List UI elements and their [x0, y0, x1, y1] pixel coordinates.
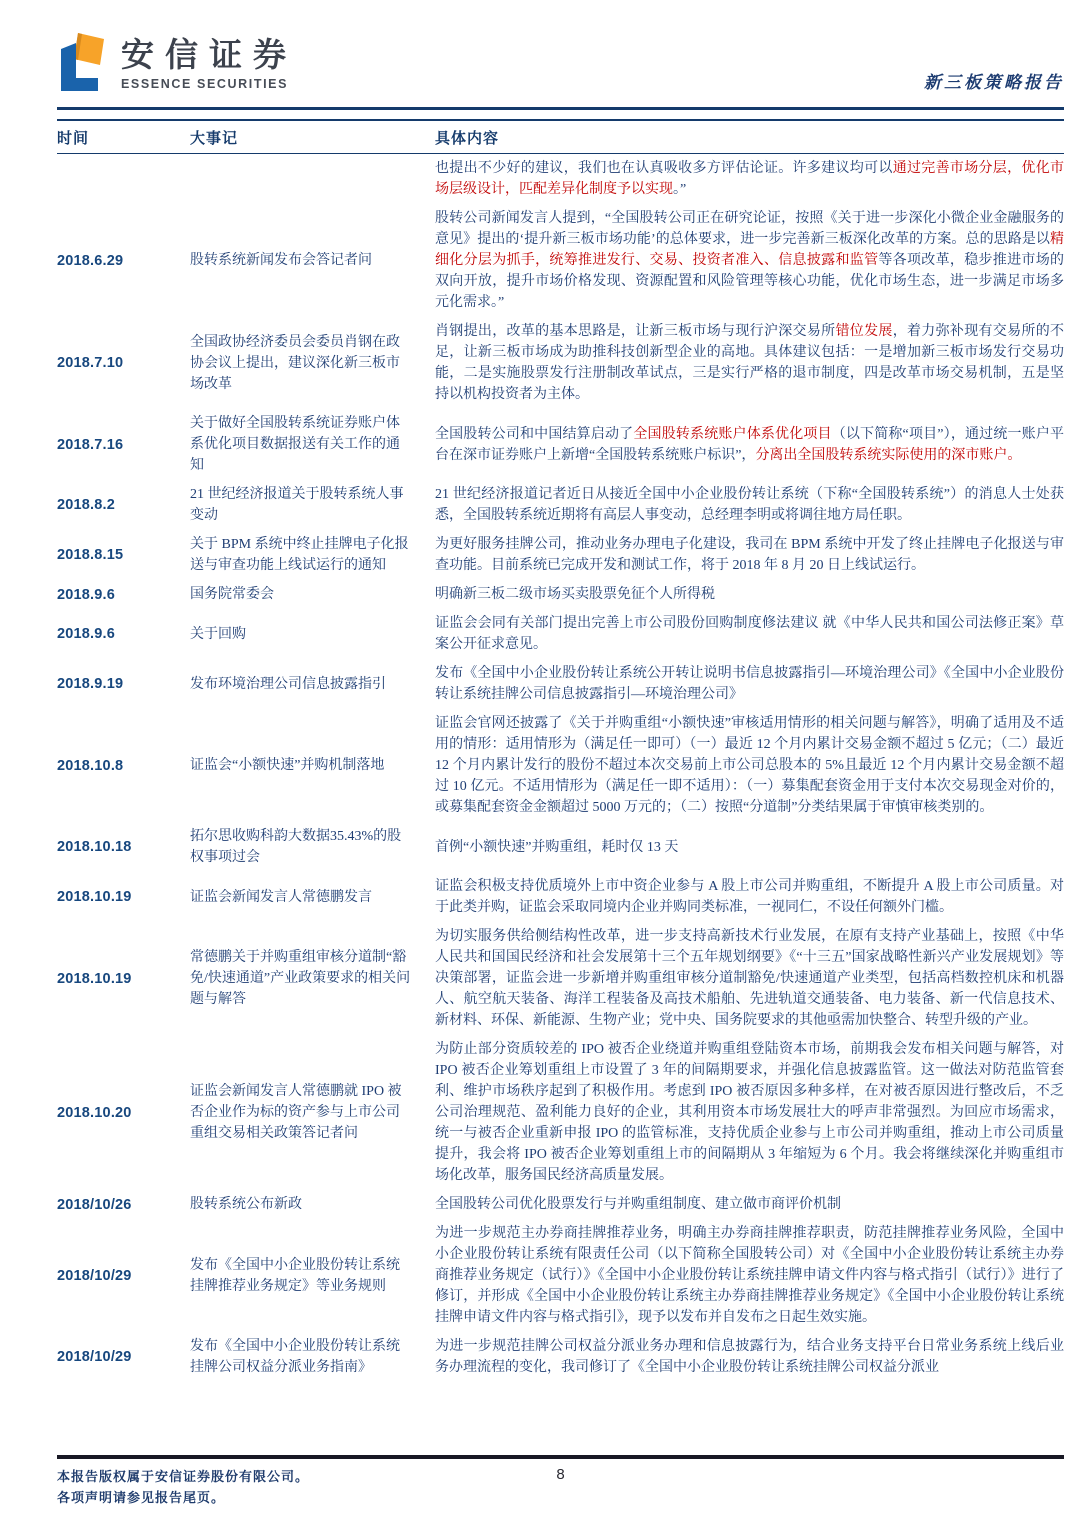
- row-event: 全国政协经济委员会委员肖钢在政协会议上提出，建议深化新三板市场改革: [190, 334, 400, 392]
- row-event: 关于回购: [190, 626, 246, 642]
- row-content: [435, 1190, 1064, 1219]
- row-content: [435, 1035, 1064, 1190]
- brand-name-cn: 安信证券: [121, 36, 297, 73]
- timeline-table-wrap: [57, 119, 1064, 1382]
- table-row: [57, 530, 1064, 580]
- row-date: 2018.9.6: [57, 626, 116, 642]
- row-event: 证监会新闻发言人常德鹏就 IPO 被否企业作为标的资产参与上市公司重组交易相关政策答记者问: [190, 1084, 402, 1141]
- content-text: 证监会官网还披露了《关于并购重组“小额快速”审核适用情形的相关问题与解答》，明确了适用及不适用的情形：适用情形为（满足任一即可）（一）最近 12 个月内累计交易金额不超过 5 亿元；（二）最近 12 个月内累计发行的股份不超过本次交易前上市公司总股本的 5%且最近 12 个月内累计交易金额不超过 10 亿元。不适用情形为（满足任一即不适用）：（一）募集配套资金用于支付本次交易现金对价的，或募集配套资金金额超过 5000 万元的；（二）按照“分道制”分类结果属于审慎审核类别的。: [435, 716, 1064, 815]
- row-event: 常德鹏关于并购重组审核分道制“豁免/快速通道”产业政策要求的相关问题与解答: [190, 950, 411, 1007]
- row-content: [435, 709, 1064, 822]
- table-row: [57, 822, 1064, 872]
- table-row: [57, 709, 1064, 822]
- timeline-table-head: [57, 120, 1064, 154]
- brand-name-en: ESSENCE SECURITIES: [121, 77, 289, 91]
- row-event: 关于做好全国股转系统证券账户体系优化项目数据报送有关工作的通知: [190, 416, 400, 473]
- table-row: [57, 609, 1064, 659]
- copyright-line-2: 各项声明请参见报告尾页。: [57, 1490, 226, 1505]
- column-header-details: 具体内容: [435, 120, 1064, 154]
- row-event: 股转系统新闻发布会答记者问: [190, 253, 372, 268]
- table-row: [57, 659, 1064, 709]
- content-text: 首例“小额快速”并购重组，耗时仅 13 天: [435, 839, 679, 855]
- table-row: [57, 580, 1064, 609]
- content-text: （以下简称“项目”），通过统一账户平台在深市证券账户上新增“全国股转系统账户标识”，: [435, 426, 1064, 463]
- content-text: ，着力弥补现有交易所的不足，让新三板市场成为助推科技创新型企业的高地。具体建议包括：一是增加新三板市场发行交易功能，二是实施股票发行注册制改革试点，三是实行严格的退市制度，四是改革市场交易机制，五是坚持以机构投资者为主体。: [435, 324, 1064, 402]
- brand-text: [121, 30, 297, 91]
- row-content: [435, 822, 1064, 872]
- row-date: 2018.10.8: [57, 757, 124, 774]
- content-text: 明确新三板二级市场买卖股票免征个人所得税: [435, 587, 715, 602]
- highlight-text: 分离出全国股转系统实际使用的深市账户。: [755, 447, 1022, 463]
- highlight-text: 错位发展: [835, 324, 893, 339]
- row-date: 2018.8.2: [57, 497, 116, 513]
- row-date: 2018/10/26: [57, 1196, 132, 1213]
- row-content: [435, 154, 1064, 205]
- content-text: 全国股转公司和中国结算启动了: [435, 426, 634, 442]
- row-content: [435, 659, 1064, 709]
- row-date: [57, 154, 190, 205]
- row-event: 发布环境治理公司信息披露指引: [190, 676, 386, 692]
- content-text: 证监会积极支持优质境外上市中资企业参与 A 股上市公司并购重组，不断提升 A 股上市公司质量。对于此类并购，证监会采取同境内企业并购同类标准，一视同仁，不设任何额外门槛。: [435, 879, 1064, 915]
- row-event: 股转系统公布新政: [190, 1197, 302, 1212]
- timeline-body: [57, 154, 1064, 1383]
- content-text: 21 世纪经济报道记者近日从接近全国中小企业股份转让系统（下称“全国股转系统”）的消息人士处获悉，全国股转系统近期将有高层人事变动，总经理李明或将调往地方局任职。: [435, 487, 1064, 523]
- row-event: [190, 154, 435, 205]
- row-event: 21 世纪经济报道关于股转系统人事变动: [190, 487, 404, 523]
- row-date: 2018.10.19: [57, 970, 132, 987]
- table-row: [57, 1332, 1064, 1382]
- content-text: 证监会会同有关部门提出完善上市公司股份回购制度修法建议 就《中华人民共和国公司法修正案》草案公开征求意见。: [435, 616, 1064, 652]
- highlight-text: 通过完善市场分层，优化市场层级设计，匹配差异化制度予以实现: [435, 161, 1064, 197]
- page-number: 8: [556, 1466, 565, 1483]
- row-event: 发布《全国中小企业股份转让系统挂牌公司权益分派业务指南》: [190, 1339, 400, 1375]
- content-text: 全国股转公司优化股票发行与并购重组制度、建立做市商评价机制: [435, 1197, 841, 1212]
- row-content: [435, 317, 1064, 409]
- row-content: [435, 1219, 1064, 1332]
- copyright-line-1: 本报告版权属于安信证券股份有限公司。: [57, 1469, 310, 1484]
- row-content: [435, 1332, 1064, 1382]
- table-row: [57, 1035, 1064, 1190]
- row-date: 2018.10.18: [57, 839, 132, 855]
- table-row: [57, 480, 1064, 530]
- column-header-time: 时间: [57, 120, 190, 154]
- row-content: [435, 609, 1064, 659]
- row-content: [435, 872, 1064, 922]
- table-row: [57, 317, 1064, 409]
- row-content: [435, 580, 1064, 609]
- row-event: 证监会“小额快速”并购机制落地: [190, 758, 385, 773]
- row-date: 2018.7.10: [57, 355, 124, 371]
- row-content: [435, 922, 1064, 1035]
- essence-securities-logo-icon: [57, 30, 107, 97]
- content-text: 股转公司新闻发言人提到，“全国股转公司正在研究论证，按照《关于进一步深化小微企业金融服务的意见》提出的‘提升新三板市场功能’的总体要求，进一步完善新三板深化改革的方案。总的思路是以: [435, 211, 1064, 247]
- page-header: [57, 30, 1064, 97]
- highlight-text: 全国股转系统账户体系优化项目: [633, 426, 832, 442]
- row-date: 2018.7.16: [57, 436, 124, 453]
- content-text: 为切实服务供给侧结构性改革，进一步支持高新技术行业发展，在原有支持产业基础上，按照《中华人民共和国国民经济和社会发展第十三个五年规划纲要》《“十三五”国家战略性新兴产业发展规划》等决策部署，证监会进一步新增并购重组审核分道制豁免/快速通道产业类型，包括高档数控机床和机器人、航空航天装备、海洋工程装备及高技术船舶、先进轨道交通装备、电力装备、新一代信息技术、新材料、环保、新能源、生物产业；党中央、国务院要求的其他亟需加快整合、转型升级的产业。: [435, 929, 1064, 1028]
- content-text: 为进一步规范挂牌公司权益分派业务办理和信息披露行为，结合业务支持平台日常业务系统上线后业务办理流程的变化，我司修订了《全国中小企业股份转让系统挂牌公司权益分派业: [435, 1339, 1064, 1375]
- row-date: 2018.10.20: [57, 1104, 132, 1121]
- row-event: 发布《全国中小企业股份转让系统挂牌推荐业务规定》等业务规则: [190, 1257, 400, 1294]
- table-row: [57, 409, 1064, 480]
- row-event: 拓尔思收购科韵大数据35.43%的股权事项过会: [190, 829, 402, 865]
- header-rule: [57, 107, 1064, 110]
- row-content: [435, 480, 1064, 530]
- row-date: 2018.9.19: [57, 676, 124, 692]
- highlight-text: 精细化分层为抓手，统筹推进发行、交易、投资者准入、信息披露和监管: [435, 232, 1064, 268]
- timeline-table: [57, 119, 1064, 1382]
- table-row: [57, 1219, 1064, 1332]
- report-type-label: 新三板策略报告: [924, 73, 1064, 92]
- brand-logo: [57, 30, 297, 97]
- table-row: [57, 1190, 1064, 1219]
- row-content: [435, 530, 1064, 580]
- content-text: 。”: [673, 182, 687, 197]
- row-date: 2018/10/29: [57, 1267, 132, 1284]
- row-content: [435, 409, 1064, 480]
- column-header-event: 大事记: [190, 120, 435, 154]
- table-row: [57, 922, 1064, 1035]
- row-content: [435, 204, 1064, 317]
- row-event: 证监会新闻发言人常德鹏发言: [190, 889, 372, 905]
- content-text: 为更好服务挂牌公司，推动业务办理电子化建设，我司在 BPM 系统中开发了终止挂牌电子化报送与审查功能。目前系统已完成开发和测试工作，将于 2018 年 8 月 20 日上线试运行。: [435, 537, 1064, 573]
- table-row: [57, 154, 1064, 205]
- row-date: 2018.6.29: [57, 252, 124, 269]
- header-row: [57, 120, 1064, 154]
- row-date: 2018.10.19: [57, 889, 132, 905]
- table-row: [57, 204, 1064, 317]
- content-text: 为进一步规范主办券商挂牌推荐业务，明确主办券商挂牌推荐职责，防范挂牌推荐业务风险，全国中小企业股份转让系统有限责任公司（以下简称全国股转公司）对《全国中小企业股份转让系统主办券商推荐业务规定（试行）》《全国中小企业股份转让系统挂牌申请文件内容与格式指引（试行）》进行了修订，并形成《全国中小企业股份转让系统主办券商挂牌推荐业务规定》《全国中小企业股份转让系统挂牌申请文件内容与格式指引》，现予以发布并自发布之日起生效实施。: [435, 1226, 1064, 1325]
- page-footer: [57, 1455, 1064, 1508]
- row-event: 国务院常委会: [190, 587, 274, 602]
- content-text: 肖钢提出，改革的基本思路是，让新三板市场与现行沪深交易所: [435, 324, 836, 339]
- row-date: 2018.9.6: [57, 586, 116, 603]
- content-text: 发布《全国中小企业股份转让系统公开转让说明书信息披露指引—环境治理公司》《全国中小企业股份转让系统挂牌公司信息披露指引—环境治理公司》: [435, 666, 1064, 702]
- row-date: 2018/10/29: [57, 1349, 132, 1365]
- content-text: 也提出不少好的建议，我们也在认真吸收多方评估论证。许多建议均可以: [435, 161, 893, 176]
- row-event: 关于 BPM 系统中终止挂牌电子化报送与审查功能上线试运行的通知: [190, 537, 409, 573]
- content-text: 等各项改革，稳步推进市场的双向开放，提升市场价格发现、资源配置和风险管理等核心功能，优化市场生态，进一步满足市场多元化需求。”: [435, 253, 1064, 310]
- table-row: [57, 872, 1064, 922]
- row-date: 2018.8.15: [57, 547, 124, 563]
- content-text: 为防止部分资质较差的 IPO 被否企业绕道并购重组登陆资本市场，前期我会发布相关问题与解答，对 IPO 被否企业筹划重组上市设置了 3 年的间隔期要求，并强化信息披露监管。这一做法对防范监管套利、维护市场秩序起到了积极作用。考虑到 IPO 被否原因多种多样，在对被否原因进行整改后，不乏公司治理规范、盈利能力良好的企业，其利用资本市场发展壮大的呼声非常强烈。为回应市场需求，统一与被否企业重新申报 IPO 的监管标准，支持优质企业参与上市公司并购重组，推动上市公司质量提升，我会将 IPO 被否企业筹划重组上市的间隔期从 3 年缩短为 6 个月。我会将继续深化并购重组市场化改革，服务国民经济高质量发展。: [435, 1042, 1064, 1183]
